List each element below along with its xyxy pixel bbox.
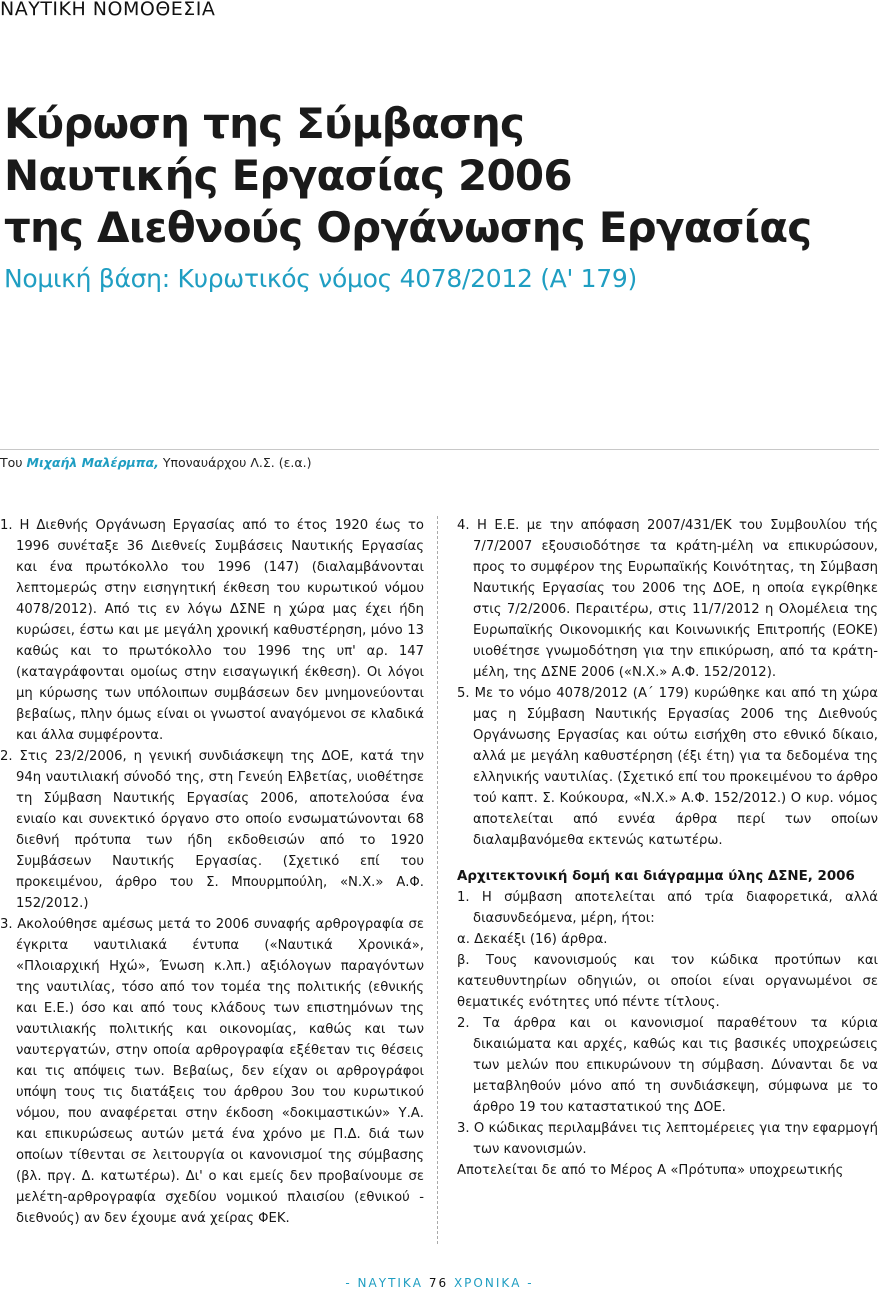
column-divider (437, 516, 438, 1244)
section-label: ΝΑΥΤΙΚΗ ΝΟΜΟΘΕΣΙΑ (0, 0, 216, 20)
title-line: Ναυτικής Εργασίας 2006 (4, 151, 572, 200)
author-role: Υποναυάρχου Λ.Σ. (ε.α.) (158, 455, 312, 470)
page-footer (0, 1276, 879, 1290)
footer-right: ΧΡΟΝΙΚΑ - (453, 1276, 534, 1290)
paragraph: 1. Η Διεθνής Οργάνωση Εργασίας από το έτος 1920 έως το 1996 συνέταξε 36 Διεθνείς Συμβάσεις Ναυτικής Εργασίας και ένα πρωτόκολλο του 1996 (147) (διαλαμβάνονται λεπτομερώς στην εισηγητική έκθεση του κυρωτικού νόμου 4078/2012). Από τις εν λόγω ΔΣΝΕ η χώρα μας έχει ήδη κυρώσει, έστω και με μεγάλη χρονική καθυστέρηση, μόνο 13 καθώς και το πρωτόκολλο του 1996 της υπ' αρ. 147 (καταγράφονται ομοίως στην εισαγωγική έκθεση). Οι λόγοι μη κύρωσης των υπόλοιπων συμβάσεων δεν μνημονεύονται βεβαίως, πλην όμως είναι οι γνωστοί αναγόμενοι σε κλαδικά και άλλα συμφέροντα. (0, 518, 424, 743)
divider-rule (0, 449, 879, 450)
paragraph: 4. Η Ε.Ε. με την απόφαση 2007/431/ΕΚ του Συμβουλίου τής 7/7/2007 εξουσιοδότησε τα κράτη-μέλη να επικυρώσουν, προς το συμφέρον της Ευρωπαϊκής Κοινότητας, τη Σύμβαση Ναυτικής Εργασίας του 2006 της ΔΟΕ, η οποία εγκρίθηκε στις 7/2/2006. Περαιτέρω, στις 11/7/2012 η Ολομέλεια της Ευρωπαϊκής Οικονομικής και Κοινωνικής Επιτροπής (ΕΟΚΕ) υιοθέτησε γνωμοδότηση για την επικύρωση, από τα κράτη-μέλη, της ΔΣΝΕ 2006 («Ν.Χ.» Α.Φ. 152/2012). (457, 518, 878, 680)
title-line: Κύρωση της Σύμβασης (4, 99, 525, 148)
author-name: Μιχαήλ Μαλέρμπα, (26, 455, 159, 470)
list-item: α. Δεκαέξι (16) άρθρα. (457, 932, 608, 947)
footer-left: - ΝΑΥΤΙΚΑ (345, 1276, 424, 1290)
byline-prefix: Του (0, 455, 27, 470)
list-item: 3. Ο κώδικας περιλαμβάνει τις λεπτομέρειες για την εφαρμογή των κανονισμών. (457, 1121, 878, 1157)
paragraph: Αποτελείται δε από το Μέρος Α «Πρότυπα» υποχρεωτικής (457, 1163, 844, 1178)
byline (0, 455, 311, 470)
list-item: β. Τους κανονισμούς και τον κώδικα προτύπων και κατευθυντηρίων οδηγιών, οι οποίοι είναι οργανωμένοι σε θεματικές ενότητες υπό πέντε τίτλους. (457, 953, 878, 1010)
page-number: 76 (428, 1276, 449, 1290)
paragraph: 3. Ακολούθησε αμέσως μετά το 2006 συναφής αρθρογραφία σε έγκριτα ναυτιλιακά έντυπα («Ναυτικά Χρονικά», «Πλοιαρχική Ηχώ», Ένωση κ.λπ.) αξιόλογων παραγόντων της ναυτιλίας, τόσο από τον τομέα της πολιτικής (εθνικής και Ε.Ε.) όσο και από τους κλάδους των επιστημόνων της ναυτιλιακής πολιτικής και οικονομίας, καθώς και των ναυτεργατών, στην οποία αρθρογραφία εξέθεταν τις θέσεις και τις απόψεις των. Βεβαίως, δεν είχαν οι αρθρογράφοι υπόψη τους τις διατάξεις του άρθρου 3ου του κυρωτικού νόμου, που αναφέρεται στην έκδοση «δοκιμαστικών» Υ.Α. και επικυρώσεως αυτών μετά ένα χρόνο με Π.Δ. διά των οποίων τίθενται σε λειτουργία οι κανονισμοί της σύμβασης (βλ. πργ. Δ. κατωτέρω). Δι' ο και εμείς δεν προβαίνουμε σε μελέτη-αρθρογραφία σχεδίου νομικού πλαισίου (εθνικού - διεθνούς) αν δεν έχουμε ανά χείρας ΦΕΚ. (0, 917, 424, 1226)
list-item: 1. Η σύμβαση αποτελείται από τρία διαφορετικά, αλλά διασυνδεόμενα, μέρη, ήτοι: (457, 890, 878, 926)
paragraph: 2. Στις 23/2/2006, η γενική συνδιάσκεψη της ΔΟΕ, κατά την 94η ναυτιλιακή σύνοδό της, στη Γενεύη Ελβετίας, υιοθέτησε τη Σύμβαση Ναυτικής Εργασίας 2006, αποτελούσα ένα ενιαίο και συνεκτικό όργανο στο οποίο ενσωματώνονται 68 διεθνή πρότυπα των ήδη εκδοθεισών από το 1920 Συμβάσεων Ναυτικής Εργασίας. (Σχετικό επί του προκειμένου, άρθρο του Σ. Μπουρμπούλη, «Ν.Χ.» Α.Φ. 152/2012.) (0, 749, 424, 911)
article-subtitle: Νομική βάση: Κυρωτικός νόμος 4078/2012 (Α' 179) (4, 264, 637, 293)
left-column (0, 515, 424, 1229)
title-line: της Διεθνούς Οργάνωσης Εργασίας (4, 203, 812, 252)
section-heading: Αρχιτεκτονική δομή και διάγραμμα ύλης ΔΣΝΕ, 2006 (457, 869, 855, 884)
list-item: 2. Τα άρθρα και οι κανονισμοί παραθέτουν τα κύρια δικαιώματα και αρχές, καθώς και τις βασικές υποχρεώσεις των μελών που επικυρώνουν τη σύμβαση. Δύνανται δε να μεταβληθούν μόνο από τη συνδιάσκεψη, σύμφωνα με το άρθρο 19 του καταστατικού της ΔΟΕ. (457, 1016, 878, 1115)
paragraph: 5. Με το νόμο 4078/2012 (Α΄ 179) κυρώθηκε και από τη χώρα μας η Σύμβαση Ναυτικής Εργασίας 2006 της Διεθνούς Οργάνωσης Εργασίας και ούτω εισήχθη στο εθνικό δίκαιο, αλλά με μεγάλη καθυστέρηση (έξι έτη) για τα δεδομένα της ελληνικής ναυτιλίας. (Σχετικό επί του προκειμένου το άρθρο τού καπτ. Σ. Κούκουρα, «Ν.Χ.» Α.Φ. 152/2012.) Ο κυρ. νόμος αποτελείται από εννέα άρθρα περί των οποίων διαλαμβανόμεθα εκτενώς κατωτέρω. (457, 686, 878, 848)
article-title (4, 98, 876, 254)
right-column (457, 515, 878, 1181)
